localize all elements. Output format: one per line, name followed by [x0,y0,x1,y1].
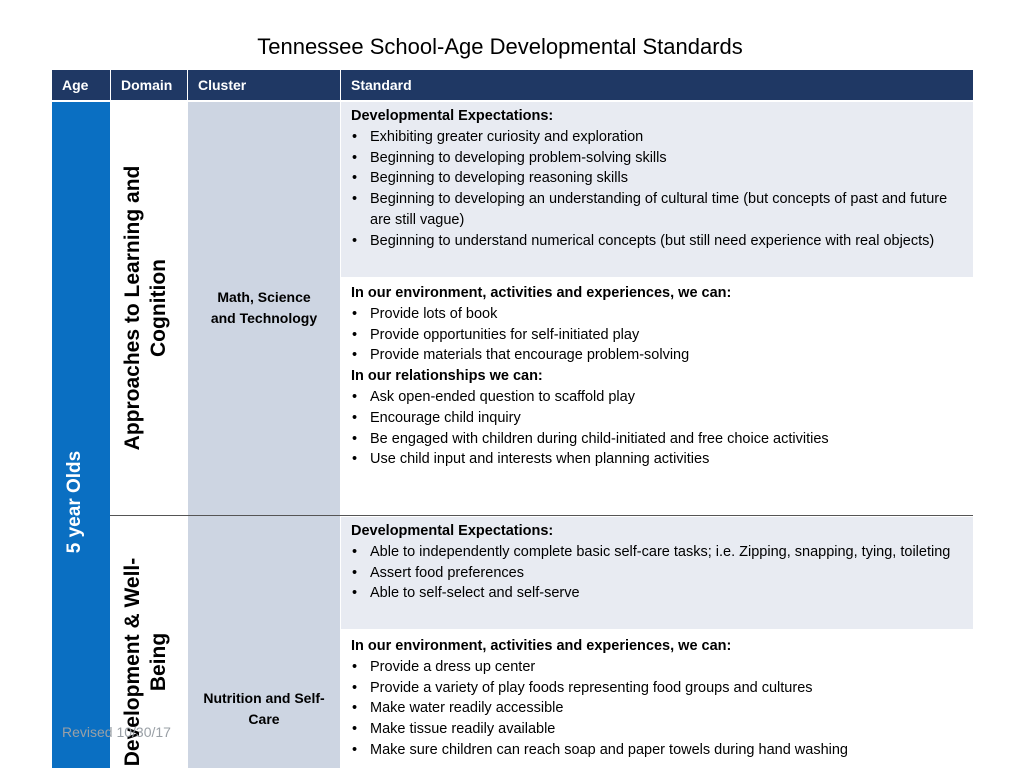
list-item: • Provide lots of book [351,304,963,325]
page-title: Tennessee School-Age Developmental Standards [257,34,743,59]
list-item: • Encourage child inquiry [351,408,963,429]
cluster-cell-math [188,102,340,515]
environment-block-1 [341,279,973,515]
list-item: • Provide opportunities for self-initiated play [351,325,963,346]
domain-line-1: Approaches to Learning and [121,165,144,451]
domain-line-2: Being [147,632,170,692]
expectations-list [351,127,963,252]
expectations-block-1 [341,102,973,277]
list-item: • Provide a variety of play foods representing food groups and cultures [351,678,963,699]
list-item: • Be engaged with children during child-initiated and free choice activities [351,429,963,450]
environment-heading: In our environment, activities and experiences, we can: [351,638,732,654]
list-item: • Ask open-ended question to scaffold play [351,387,963,408]
age-label: 5 year Olds [64,450,85,554]
list-item: • Beginning to developing problem-solving skills [351,148,963,169]
header-cluster: Cluster [188,70,340,100]
expectations-heading: Developmental Expectations: [351,523,554,539]
expectations-block-2 [341,517,973,629]
environment-heading: In our environment, activities and experiences, we can: [351,285,732,301]
age-column [52,102,110,768]
cluster-label-math: Math, Science and Technology [210,289,318,326]
list-item: • Able to independently complete basic self-care tasks; i.e. Zipping, snapping, tying, toileting [351,542,963,563]
list-item: • Provide materials that encourage problem-solving [351,345,963,366]
expectations-list [351,542,963,604]
list-item: • Assert food preferences [351,563,963,584]
header-standard: Standard [341,70,973,100]
list-item: • Beginning to understand numerical concepts (but still need experience with real objects) [351,231,963,252]
environment-list [351,304,963,366]
list-item: • Beginning to developing an understanding of cultural time (but concepts of past and future are still vague) [351,189,963,231]
expectations-heading: Developmental Expectations: [351,108,554,124]
revised-date: Revised 10/30/17 [62,724,171,740]
list-item: • Able to self-select and self-serve [351,583,963,604]
header-age: Age [52,70,110,100]
list-item: • Beginning to developing reasoning skills [351,168,963,189]
domain-line-2: Cognition [147,259,170,357]
list-item: • Make water readily accessible [351,698,963,719]
domain-label-approaches [120,166,172,451]
environment-list [351,657,963,761]
domain-line-1: Development & Well- [121,557,144,767]
cluster-line-1: Nutrition and Self- [203,690,325,706]
list-item: • Use child input and interests when planning activities [351,449,963,470]
list-item: • Provide a dress up center [351,657,963,678]
relationships-list [351,387,963,470]
header-domain: Domain [111,70,187,100]
list-item: • Make sure children can reach soap and paper towels during hand washing [351,740,963,761]
cluster-label-nutrition [188,688,340,730]
list-item: • Exhibiting greater curiosity and exploration [351,127,963,148]
cluster-line-2: Care [248,711,280,727]
cluster-cell-nutrition [188,516,340,768]
relationships-heading: In our relationships we can: [351,368,543,385]
environment-block-2 [341,632,973,768]
list-item: • Make tissue readily available [351,719,963,740]
